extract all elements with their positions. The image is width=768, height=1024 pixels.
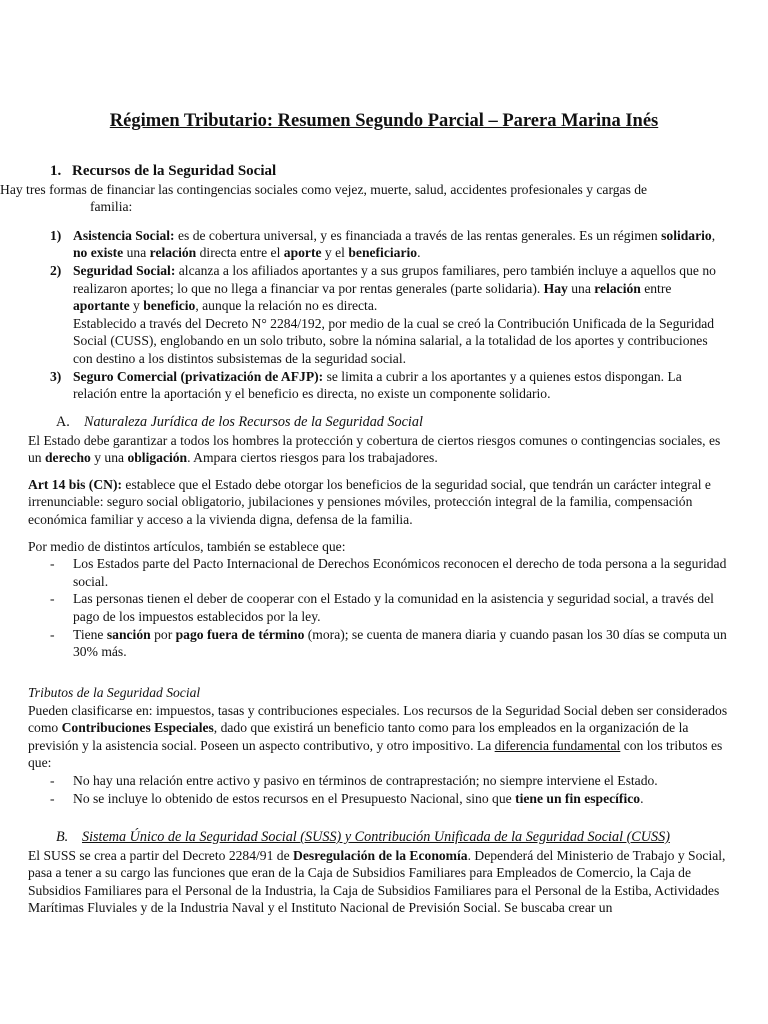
intro-line-1: Hay tres formas de financiar las contingencias sociales como vejez, muerte, salud, accidentes profesionales y cargas de xyxy=(0,181,648,197)
list-number: 1) xyxy=(50,227,62,243)
term: Hay xyxy=(543,280,568,296)
bullet-dash: - xyxy=(50,591,55,607)
text: establece que el Estado debe otorgar los beneficios de la seguridad social, que tendrán un carácter integral e irrenunciable: seguro social obligatorio, jubilaciones y pensiones móviles, protección integral de la familia, compensación económica familiar y acceso a la vivienda digna, defensa de la familia. xyxy=(28,476,711,527)
text: con los tributos es que: xyxy=(28,737,723,771)
section-1-heading xyxy=(28,163,728,181)
list-item-seguridad xyxy=(28,262,728,368)
text: . Ampara ciertos riesgos para los trabajadores. xyxy=(187,450,438,466)
text: una xyxy=(123,245,150,261)
term: beneficio xyxy=(143,298,196,314)
term: aportante xyxy=(73,298,130,314)
text: , xyxy=(711,227,716,243)
text: alcanza a los afiliados aportantes y a sus grupos familiares, pero también incluye a aquellos que no realizaron aportes; lo que no llega a financiar va por rentas generales (parte solidaria). xyxy=(73,262,716,296)
text: (mora); se cuenta de manera diaria y cuando pasan los 30 días se computa un 30% más. xyxy=(73,626,727,660)
term: aporte xyxy=(283,245,322,261)
section-b-heading xyxy=(28,829,728,847)
term: derecho xyxy=(45,450,91,466)
underlined-term: diferencia fundamental xyxy=(494,737,621,753)
text: No hay una relación entre activo y pasivo en términos de contraprestación; no siempre interviene el Estado. xyxy=(73,772,658,788)
list-item-asistencia xyxy=(28,227,728,262)
section-tributos xyxy=(28,684,728,807)
term: obligación xyxy=(127,450,188,466)
section-a xyxy=(28,414,728,661)
paragraph-suss xyxy=(28,847,736,917)
bullet-item xyxy=(28,626,728,661)
term: Desregulación de la Economía xyxy=(293,847,468,863)
paragraph-estado xyxy=(28,432,736,467)
section-a-title: Naturaleza Jurídica de los Recursos de la Seguridad Social xyxy=(84,414,423,430)
paragraph-art-14-bis xyxy=(28,476,736,529)
term-asistencia: Asistencia Social: xyxy=(73,227,175,243)
term: Contribuciones Especiales xyxy=(61,720,214,736)
bullet-dash: - xyxy=(50,790,55,806)
term: relación xyxy=(594,280,641,296)
section-1-intro xyxy=(0,181,748,216)
document-title: Régimen Tributario: Resumen Segundo Parcial – Parera Marina Inés xyxy=(109,111,659,131)
bullet-dash: - xyxy=(50,772,55,788)
section-b-title: Sistema Único de la Seguridad Social (SUSS) y Contribución Unificada de la Seguridad Social (CUSS) xyxy=(82,829,670,845)
term: beneficiario xyxy=(348,245,418,261)
text: El Estado debe garantizar a todos los hombres la protección y cobertura de ciertos riesgos comunes o contingencias sociales, es un xyxy=(28,432,721,466)
bullet-item xyxy=(28,790,728,808)
text: No se incluye lo obtenido de estos recursos en el Presupuesto Nacional, sino que xyxy=(73,790,516,806)
term: relación xyxy=(149,245,197,261)
paragraph-tributos xyxy=(28,702,728,772)
text: Las personas tienen el deber de cooperar con el Estado y la comunidad en la asistencia y seguridad social, a través del pago de los impuestos establecidos por la ley. xyxy=(73,591,714,624)
term: tiene un fin específico xyxy=(515,790,641,806)
text: . xyxy=(640,790,644,806)
section-1 xyxy=(0,163,728,403)
term-seguro-comercial: Seguro Comercial (privatización de AFJP): xyxy=(73,368,324,384)
term: no existe xyxy=(73,245,124,261)
bullet-dash: - xyxy=(50,626,55,642)
term-art-14-bis: Art 14 bis (CN): xyxy=(28,476,123,492)
text: El SUSS se crea a partir del Decreto 2284/91 de xyxy=(28,847,293,863)
section-b xyxy=(28,829,728,917)
list-number: 2) xyxy=(50,262,62,278)
section-a-letter: A. xyxy=(56,414,70,430)
paragraph-articulos: Por medio de distintos artículos, también se establece que: xyxy=(28,538,346,554)
text: entre xyxy=(640,280,672,296)
text: y xyxy=(129,298,144,314)
bullet-item xyxy=(28,772,728,790)
text: por xyxy=(150,626,176,642)
text: es de cobertura universal, y es financiada a través de las rentas generales. Es un régimen xyxy=(174,227,662,243)
term: pago fuera de término xyxy=(175,626,305,642)
list-item-seguro-comercial xyxy=(28,368,728,403)
text: , dado que existirá un beneficio tanto como para los empleados en la organización de la previsión y la asistencia social. Poseen un aspecto contributivo, y otro impositivo. La xyxy=(28,720,689,753)
term-seguridad: Seguridad Social: xyxy=(73,262,176,278)
decreto-paragraph: Establecido a través del Decreto N° 2284/192, por medio de la cual se creó la Contribución Unificada de la Seguridad Social (CUSS), englobando en un solo tributo, sobre la nómina salarial, a la totalidad de los aportes y contribuciones con destino a los distintos subsistemas de la seguridad social. xyxy=(73,315,715,366)
intro-line-2: familia: xyxy=(90,199,133,215)
term: sanción xyxy=(106,626,151,642)
text: y el xyxy=(321,245,349,261)
bullet-dash: - xyxy=(50,556,55,572)
text: . xyxy=(417,245,421,261)
text: Tiene xyxy=(73,626,107,642)
section-a-heading xyxy=(28,414,728,432)
text: y una xyxy=(90,450,128,466)
bullet-item xyxy=(28,590,728,625)
list-number: 3) xyxy=(50,368,62,384)
term: solidario xyxy=(661,227,712,243)
section-b-letter: B. xyxy=(56,829,69,845)
text: directa entre el xyxy=(196,245,284,261)
text: Pueden clasificarse en: impuestos, tasas y contribuciones especiales. Los recursos de la Seguridad Social deben ser considerados como xyxy=(28,702,728,736)
text: Los Estados parte del Pacto Internacional de Derechos Económicos reconocen el derecho de toda persona a la seguridad social. xyxy=(73,556,727,589)
section-1-title: Recursos de la Seguridad Social xyxy=(72,163,277,179)
text: . Dependerá del Ministerio de Trabajo y Social, pasa a tener a su cargo las funciones que eran de la Caja de Subsidios Familiares para Empleados de Comercio, la Caja de Subsidios Familiares para el Personal de la Industria, la Caja de Subsidios Familiares para el Personal de la Estiba, Actividades Marítimas Fluviales y de la Industria Naval y el Instituto Nacional de Previsión Social. Se buscaba crear un xyxy=(28,847,726,916)
text: una xyxy=(567,280,595,296)
section-1-number: 1. xyxy=(50,163,62,179)
text: , aunque la relación no es directa. xyxy=(195,298,378,314)
text: se limita a cubrir a los aportantes y a quienes estos dispongan. La relación entre la aportación y el beneficio es directa, no existe un componente solidario. xyxy=(73,368,682,402)
bullet-item xyxy=(28,555,728,590)
tributos-heading: Tributos de la Seguridad Social xyxy=(28,685,201,700)
